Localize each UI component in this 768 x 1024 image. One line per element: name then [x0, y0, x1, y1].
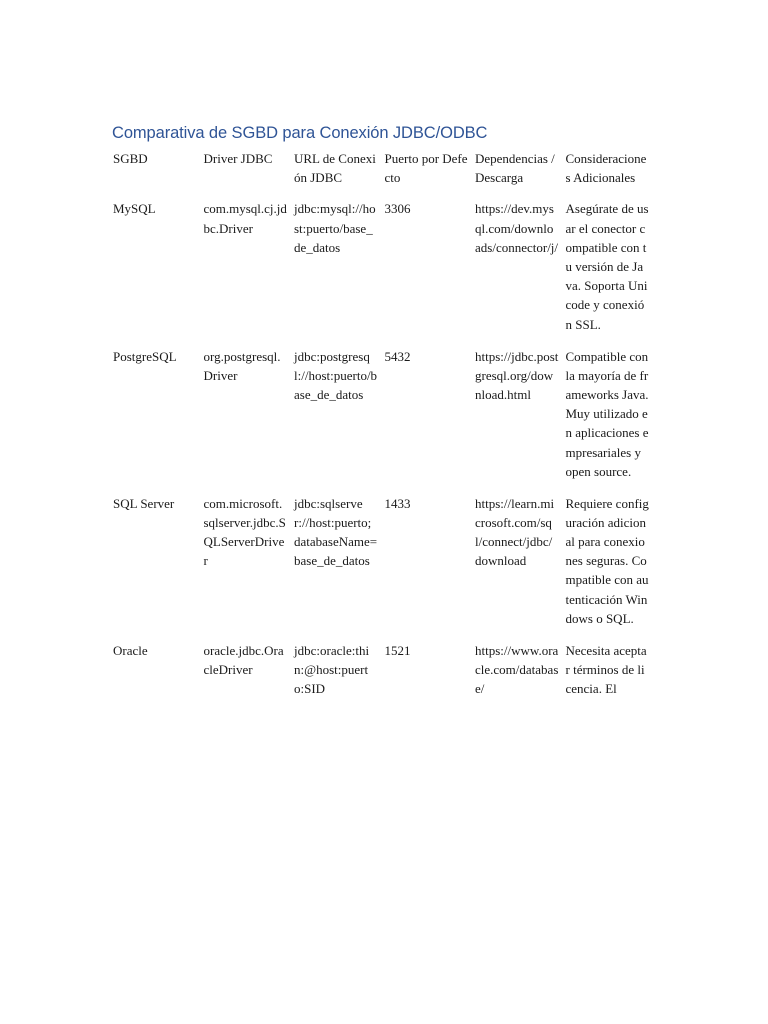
- cell-port: 5432: [384, 348, 411, 364]
- cell-sgbd: SQL Server: [113, 495, 175, 511]
- cell-sgbd: Oracle: [113, 642, 148, 658]
- table-header-row: [112, 149, 655, 199]
- cell-download-link: https://learn.microsoft.com/sql/connect/jdbc/download: [475, 495, 555, 569]
- header-driver-jdbc: Driver JDBC: [203, 151, 273, 166]
- cell-url: jdbc:mysql://host:puerto/base_de_datos: [294, 201, 376, 255]
- document-title: Comparativa de SGBD para Conexión JDBC/ODBC: [112, 124, 488, 142]
- header-dependencias: Dependencias / Descarga: [475, 151, 555, 186]
- cell-download-link: https://jdbc.postgresql.org/download.html: [475, 348, 559, 402]
- cell-driver: com.microsoft.sqlserver.jdbc.SQLServerDriver: [203, 495, 286, 569]
- cell-notes: Requiere configuración adicional para conexiones seguras. Compatible con autenticación Windows o SQL.: [565, 495, 649, 626]
- cell-port: 1521: [384, 642, 411, 658]
- cell-sgbd: MySQL: [113, 201, 156, 217]
- cell-download-link: https://dev.mysql.com/downloads/connector/j/: [475, 201, 559, 255]
- cell-driver: com.mysql.cj.jdbc.Driver: [203, 201, 287, 236]
- table-row: [112, 199, 655, 346]
- cell-driver: oracle.jdbc.OracleDriver: [203, 642, 284, 677]
- cell-notes: Asegúrate de usar el conector compatible con tu versión de Java. Soporta Unicode y conexión SSL.: [565, 201, 649, 332]
- table-row: [112, 641, 655, 699]
- cell-url: jdbc:oracle:thin:@host:puerto:SID: [294, 642, 370, 697]
- table-row: [112, 494, 655, 641]
- header-consideraciones: Consideraciones Adicionales: [565, 151, 647, 186]
- table-row: [112, 347, 655, 494]
- header-puerto: Puerto por Defecto: [384, 151, 468, 186]
- cell-sgbd: PostgreSQL: [113, 348, 177, 364]
- cell-url: jdbc:postgresql://host:puerto/base_de_datos: [294, 348, 378, 402]
- header-sgbd: SGBD: [113, 151, 148, 166]
- cell-notes: Compatible con la mayoría de frameworks Java. Muy utilizado en aplicaciones empresariales y open source.: [565, 348, 649, 479]
- header-url-conexion: URL de Conexión JDBC: [294, 151, 376, 186]
- sgbd-comparison-table: [112, 149, 655, 698]
- cell-url: jdbc:sqlserver://host:puerto;databaseName=base_de_datos: [294, 495, 378, 569]
- cell-download-link: https://www.oracle.com/database/: [475, 642, 559, 697]
- cell-notes: Necesita aceptar términos de licencia. El: [565, 642, 647, 697]
- cell-port: 3306: [384, 201, 411, 217]
- cell-driver: org.postgresql.Driver: [203, 348, 281, 383]
- cell-port: 1433: [384, 495, 411, 511]
